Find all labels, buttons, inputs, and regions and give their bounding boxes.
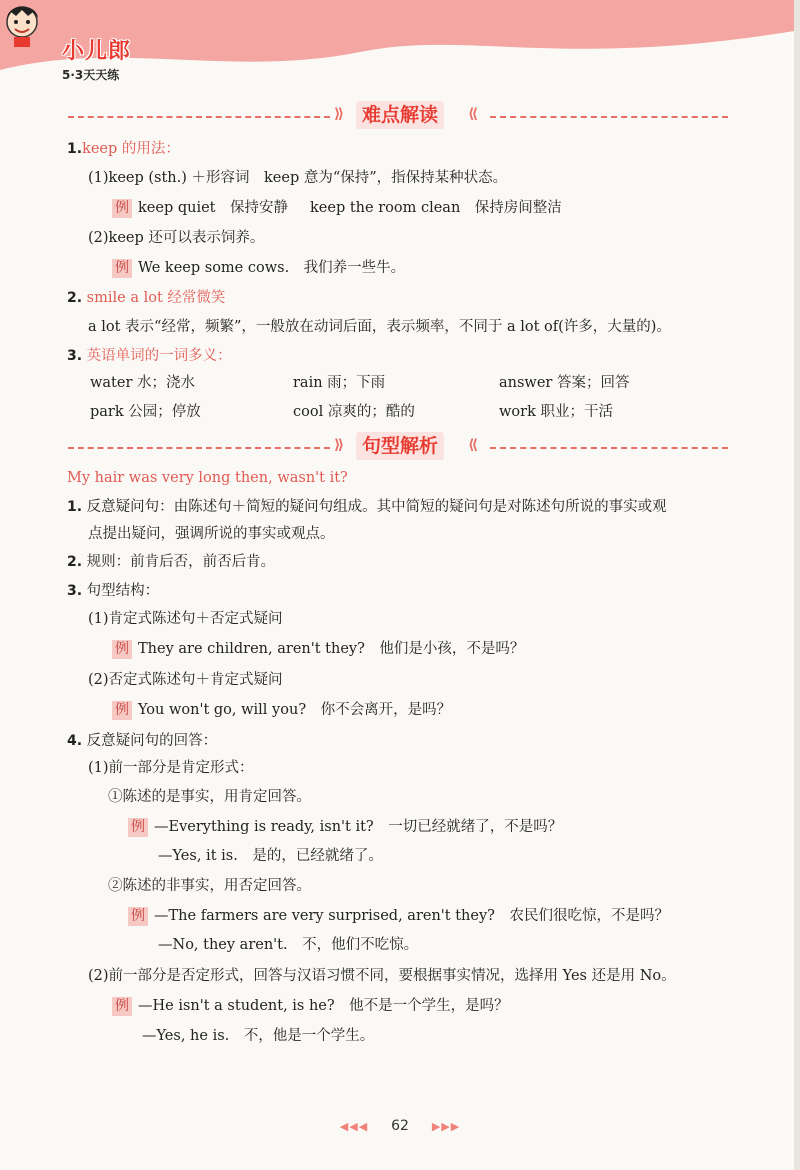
word-cell: cool 凉爽的；酷的: [293, 404, 415, 420]
point-2: 2. 规则：前肯后否，前否后肯。: [67, 554, 276, 570]
logo-title: 小儿郎: [62, 39, 132, 64]
example-answer: —No, they aren't. 不，他们不吃惊。: [158, 937, 419, 953]
section-title: 难点解读: [356, 101, 444, 129]
prev-arrows-icon: ◀◀◀: [339, 1120, 369, 1133]
section-header-difficulties: ⟫ 难点解读 ⟪: [68, 101, 728, 131]
word-cell: answer 答案；回答: [499, 375, 630, 391]
example-row: 例 —The farmers are very surprised, aren't they? 农民们很吃惊，不是吗？: [128, 906, 669, 926]
item-1-sub-1: (1)keep (sth.) ＋形容词 keep 意为“保持”，指保持某种状态。: [88, 170, 508, 186]
page-footer: [0, 1118, 800, 1134]
word-cell: park 公园；停放: [90, 404, 201, 420]
page-edge: [794, 0, 800, 1170]
brand-logo: [62, 34, 131, 82]
example-answer: —Yes, he is. 不，他是一个学生。: [142, 1028, 375, 1044]
example-row: 例 keep quiet 保持安静 keep the room clean 保持房间整洁: [112, 198, 562, 218]
item-1-sub-2: (2)keep 还可以表示饲养。: [88, 230, 265, 246]
item-1-heading: 1.keep 的用法：: [67, 141, 180, 157]
mascot-boy-icon: [0, 0, 44, 48]
point-1-cont: 点提出疑问，强调所说的事实或观点。: [88, 526, 335, 542]
example-row: 例 They are children, aren't they? 他们是小孩，不是吗？: [112, 639, 524, 659]
page-number: 62: [391, 1118, 409, 1134]
case-1: ①陈述的是事实，用肯定回答。: [108, 789, 311, 805]
key-sentence: My hair was very long then, wasn't it?: [67, 470, 348, 486]
point-3-sub-1: (1)肯定式陈述句＋否定式疑问: [88, 611, 283, 627]
item-2-heading: 2. smile a lot 经常微笑: [67, 290, 226, 306]
example-row: 例 —Everything is ready, isn't it? 一切已经就绪了，不是吗？: [128, 817, 562, 837]
word-cell: rain 雨；下雨: [293, 375, 386, 391]
point-3: 3. 句型结构：: [67, 583, 160, 599]
word-cell: work 职业；干活: [499, 404, 613, 420]
case-2: ②陈述的非事实，用否定回答。: [108, 878, 311, 894]
logo-subtitle: 5·3天天练: [62, 68, 120, 82]
item-2-body: a lot 表示“经常，频繁”，一般放在动词后面，表示频率，不同于 a lot of(许多，大量的)。: [88, 319, 671, 335]
example-row: 例 We keep some cows. 我们养一些牛。: [112, 258, 405, 278]
example-row: 例 —He isn't a student, is he? 他不是一个学生，是吗？: [112, 996, 509, 1016]
point-4-sub-2: (2)前一部分是否定形式，回答与汉语习惯不同，要根据事实情况，选择用 Yes 还是用 No。: [88, 968, 676, 984]
point-1: 1. 反意疑问句：由陈述句＋简短的疑问句组成。其中简短的疑问句是对陈述句所说的事实或观: [67, 499, 667, 515]
next-arrows-icon: ▶▶▶: [431, 1120, 461, 1133]
item-3-heading: 3. 英语单词的一词多义：: [67, 348, 232, 364]
point-3-sub-2: (2)否定式陈述句＋肯定式疑问: [88, 672, 283, 688]
example-row: 例 You won't go, will you? 你不会离开，是吗？: [112, 700, 451, 720]
example-answer: —Yes, it is. 是的，已经就绪了。: [158, 848, 383, 864]
page-header: [0, 0, 800, 82]
section-header-sentence-analysis: ⟫ 句型解析 ⟪: [68, 432, 728, 462]
point-4-sub-1: (1)前一部分是肯定形式：: [88, 760, 254, 776]
word-cell: water 水；浇水: [90, 375, 196, 391]
point-4: 4. 反意疑问句的回答：: [67, 733, 218, 749]
section-title: 句型解析: [356, 432, 444, 460]
